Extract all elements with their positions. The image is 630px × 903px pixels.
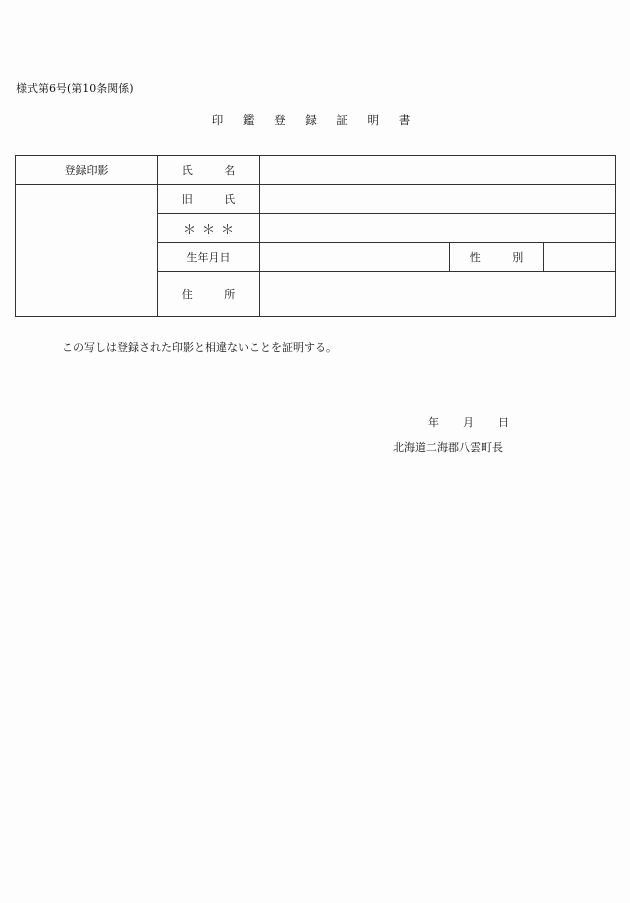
seal-label-cell: 登録印影 xyxy=(16,156,158,185)
day-label: 日 xyxy=(498,416,509,429)
birthdate-value-cell xyxy=(260,243,450,272)
seal-impression-cell xyxy=(16,185,158,317)
year-label: 年 xyxy=(428,416,439,429)
certificate-table xyxy=(15,155,616,317)
name-label-cell: 氏 名 xyxy=(158,156,260,185)
table-row xyxy=(16,185,616,214)
name-value-cell xyxy=(260,156,616,185)
date-line xyxy=(428,414,509,430)
masked-value-cell xyxy=(260,214,616,243)
sex-value-cell xyxy=(544,243,616,272)
former-name-label-cell: 旧 氏 xyxy=(158,185,260,214)
masked-label-cell: ＊＊＊ xyxy=(158,214,260,243)
document-title: 印 鑑 登 録 証 明 書 xyxy=(211,113,419,127)
issuer-name: 北海道二海郡八雲町長 xyxy=(393,441,503,454)
sex-label-cell: 性 別 xyxy=(450,243,544,272)
month-label: 月 xyxy=(463,416,474,429)
address-value-cell xyxy=(260,272,616,317)
birthdate-label-cell: 生年月日 xyxy=(158,243,260,272)
former-name-value-cell xyxy=(260,185,616,214)
certification-statement: この写しは登録された印影と相違ないことを証明する。 xyxy=(62,341,337,354)
table-row xyxy=(16,156,616,185)
address-label-cell: 住 所 xyxy=(158,272,260,317)
form-number: 様式第6号(第10条関係) xyxy=(16,82,134,95)
